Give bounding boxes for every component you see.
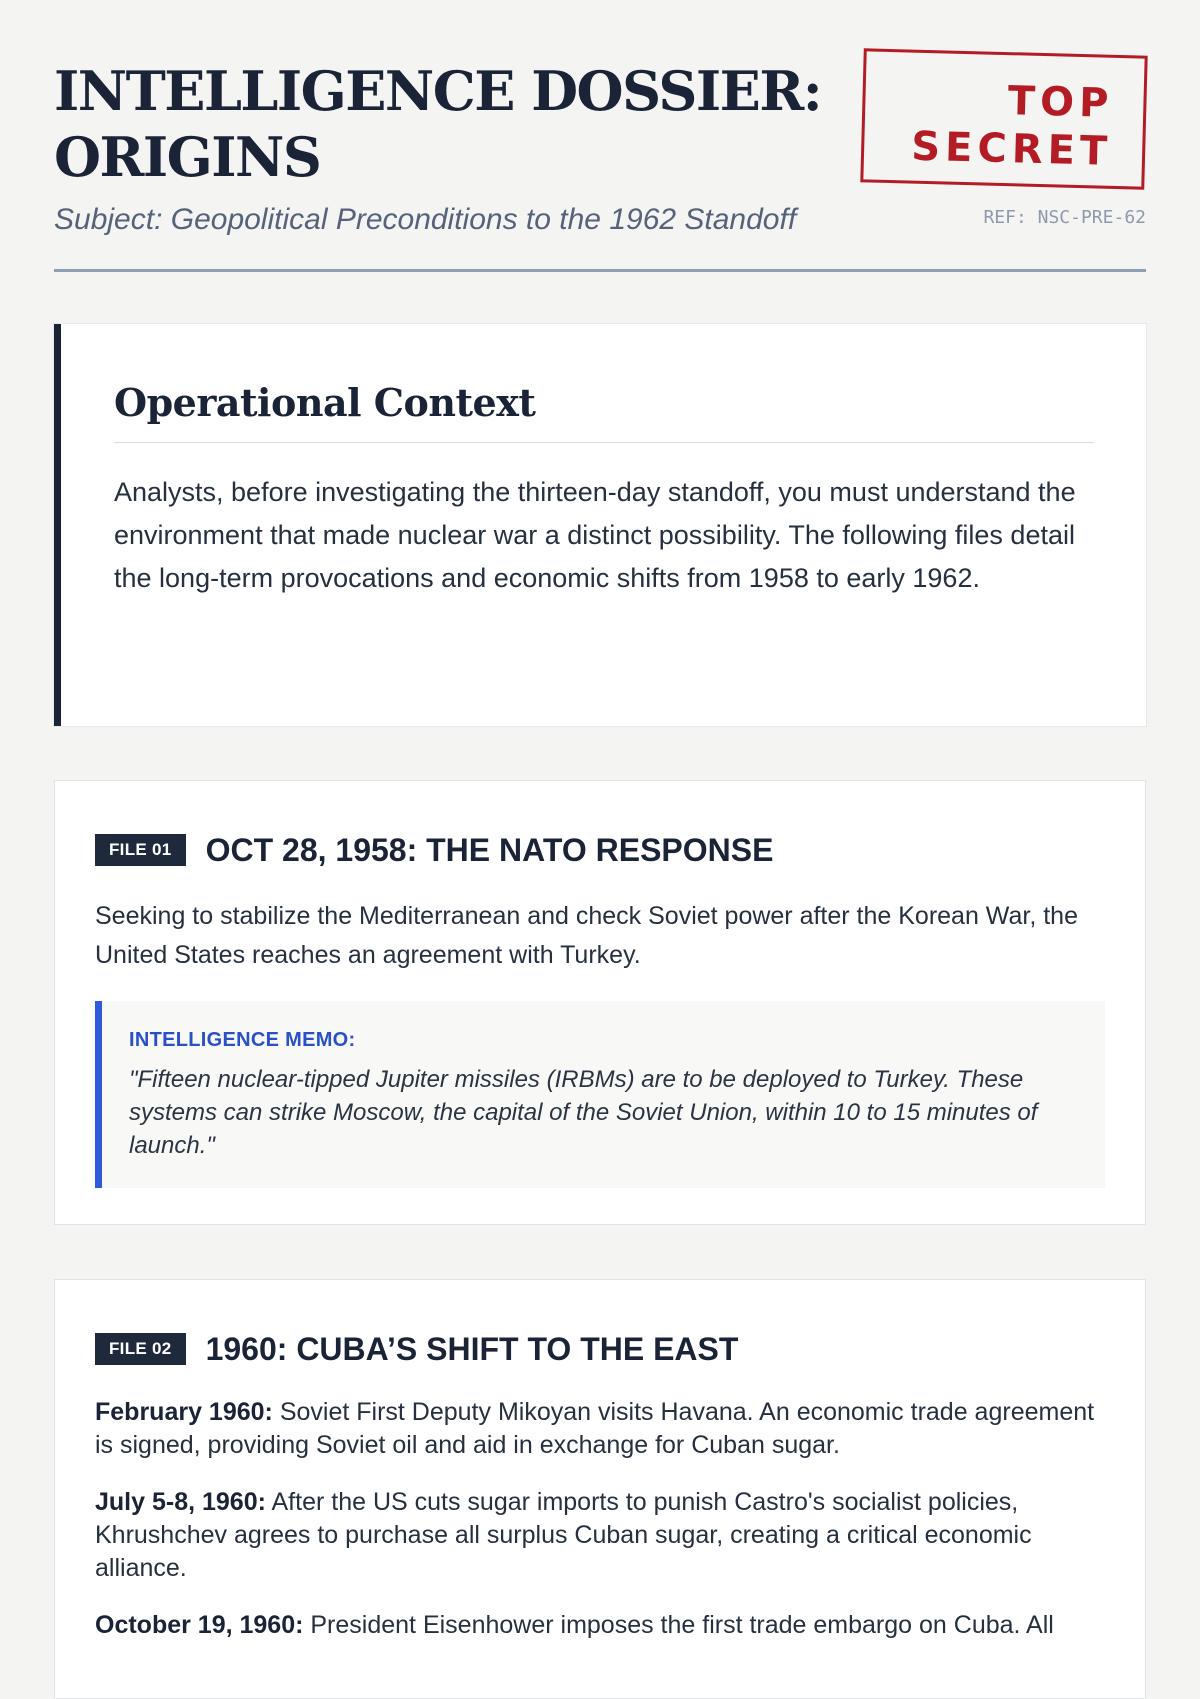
dossier-header <box>54 0 1146 272</box>
page-subtitle: Subject: Geopolitical Preconditions to the 1962 Standoff <box>54 203 797 236</box>
intelligence-memo <box>95 1001 1105 1188</box>
entry-text: Soviet First Deputy Mikoyan visits Havana. An economic trade agreement is signed, providing Soviet oil and aid in exchange for Cuban sugar. <box>95 1398 1095 1459</box>
context-title: Operational Context <box>114 374 1094 443</box>
file-header <box>95 1324 1105 1374</box>
entry-date: October 19, 1960: <box>95 1611 304 1639</box>
entry-text: President Eisenhower imposes the first trade embargo on Cuba. All <box>303 1611 1054 1639</box>
file-tag: FILE 01 <box>95 834 186 866</box>
reference-code: REF: NSC-PRE-62 <box>983 207 1146 228</box>
timeline-entry <box>95 1396 1105 1462</box>
memo-label: INTELLIGENCE MEMO: <box>129 1029 356 1051</box>
memo-quote: "Fifteen nuclear-tipped Jupiter missiles (IRBMs) are to be deployed to Turkey. These systems can strike Moscow, the capital of the Soviet Union, within 10 to 15 minutes of launch." <box>129 1066 1038 1159</box>
page-title <box>54 58 834 190</box>
timeline-entry <box>95 1486 1105 1585</box>
file-summary: Seeking to stabilize the Mediterranean and check Soviet power after the Korean War, the United States reaches an agreement with Turkey. <box>95 902 1078 969</box>
title-line-2: ORIGINS <box>54 125 321 189</box>
file-card-01 <box>54 780 1146 1225</box>
operational-context-card <box>54 324 1146 726</box>
title-line-1: INTELLIGENCE DOSSIER: <box>54 59 822 123</box>
stamp-word-secret: SECRET <box>910 123 1113 175</box>
file-header <box>95 825 1105 875</box>
timeline-entry <box>95 1609 1105 1642</box>
context-body: Analysts, before investigating the thirteen-day standoff, you must understand the environment that made nuclear war a distinct possibility. The following files detail the long-term provocations and economic shifts from 1958 to early 1962. <box>114 477 1076 593</box>
top-secret-stamp <box>860 48 1147 189</box>
stamp-word-top: TOP <box>1007 78 1115 127</box>
file-tag: FILE 02 <box>95 1333 186 1365</box>
entry-text: After the US cuts sugar imports to punish Castro's socialist policies, Khrushchev agrees to purchase all surplus Cuban sugar, creating a critical economic alliance. <box>95 1488 1032 1582</box>
file-card-02 <box>54 1279 1146 1699</box>
entry-date: February 1960: <box>95 1398 273 1426</box>
file-title: OCT 28, 1958: THE NATO RESPONSE <box>205 832 774 868</box>
entry-date: July 5-8, 1960: <box>95 1488 266 1516</box>
file-title: 1960: CUBA’S SHIFT TO THE EAST <box>205 1331 739 1367</box>
